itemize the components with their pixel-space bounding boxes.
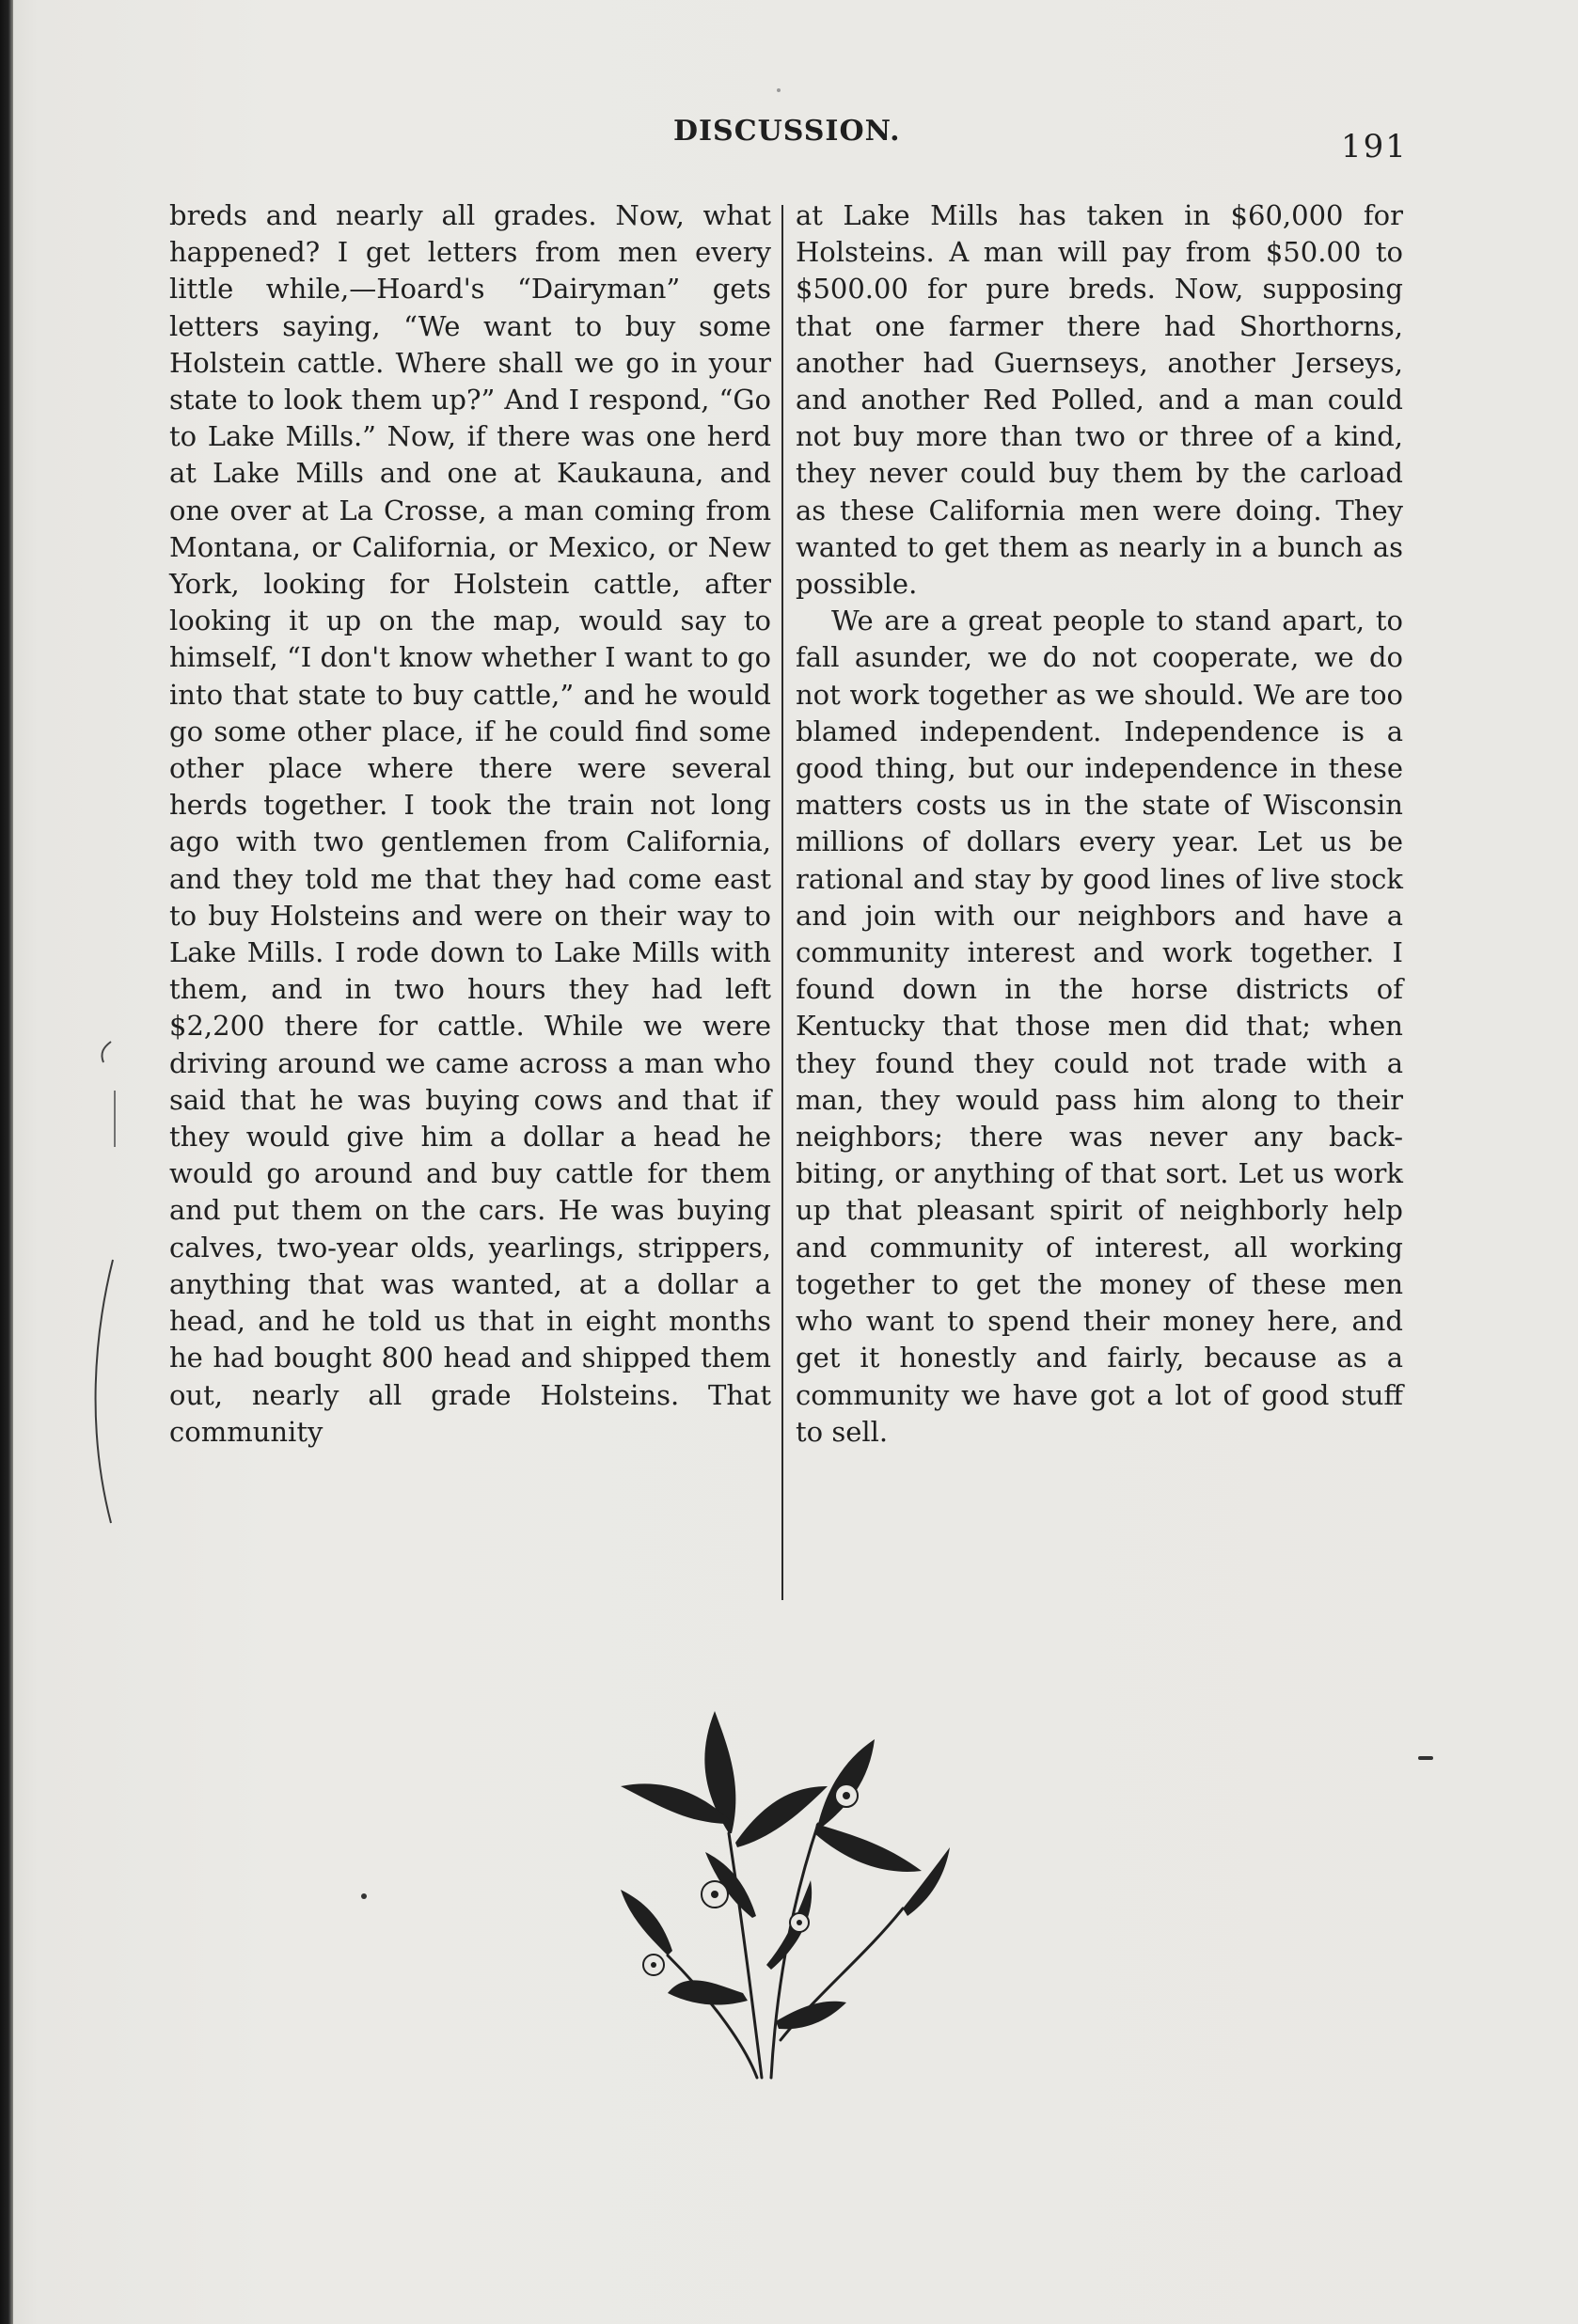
left-text-column <box>169 197 771 1451</box>
ink-speck <box>361 1893 367 1899</box>
column-rule <box>781 205 783 1600</box>
flower-sprig-icon <box>564 1683 978 2096</box>
margin-pencil-mark-icon <box>83 1034 120 1542</box>
right-paragraph-1: at Lake Mills has taken in $60,000 for Holsteins. A man will pay from $50.00 to $500.00 for pure breds. Now, supposing that one farmer there had Shorthorns, another had Guernseys, another Jerseys, and another Red Polled, and a man could not buy more than two or three of a kind, they never could buy them by the carload as these California men were doing. They wanted to get them as nearly in a bunch as possible. <box>796 199 1403 601</box>
ink-speck <box>777 88 781 92</box>
right-paragraph-2: We are a great people to stand apart, to fall asunder, we do not cooperate, we do not work together as we should. We are too blamed independent. Independence is a good thing, but our independence in these matters costs us in the state of Wisconsin millions of dollars every year. Let us be rational and stay by good lines of live stock and join with our neighbors and have a community interest and work together. I found down in the horse districts of Kentucky that those men did that; when they found they could not trade with a man, they would pass him along to their neighbors; there was never any back-biting, or anything of that sort. Let us work up that pleasant spirit of neighborly help and community of interest, all working together to get the money of these men who want to spend their money here, and get it honestly and fairly, because as a community we have got a lot of good stuff to sell. <box>796 605 1403 1448</box>
left-paragraph-1: breds and nearly all grades. Now, what happened? I get letters from men every little while,—Hoard's “Dairyman” gets letters saying, “We want to buy some Holstein cattle. Where shall we go in your state to look them up?” And I respond, “Go to Lake Mills.” Now, if there was one herd at Lake Mills and one at Kaukauna, and one over at La Crosse, a man coming from Montana, or California, or Mexico, or New York, looking for Holstein cattle, after looking it up on the map, would say to himself, “I don't know whether I want to go into that state to buy cattle,” and he would go some other place, if he could find some other place where there were several herds together. I took the train not long ago with two gentlemen from California, and they told me that they had come east to buy Holsteins and were on their way to Lake Mills. I rode down to Lake Mills with them, and in two hours they had left $2,200 there for cattle. While we were driving around we came across a man who said that he was buying cows and that if they would give him a dollar a head he would go around and buy cattle for them and put them on the cars. He was buying calves, two-year olds, yearlings, strippers, anything that was wanted, at a dollar a head, and he told us that in eight months he had bought 800 head and shipped them out, nearly all grade Holsteins. That community <box>169 199 771 1448</box>
page-number: 191 <box>1341 128 1408 165</box>
running-head <box>0 115 1578 165</box>
ink-speck <box>1418 1756 1433 1760</box>
right-text-column <box>796 197 1403 1451</box>
page-title: DISCUSSION. <box>673 115 901 148</box>
binding-edge <box>0 0 13 2324</box>
